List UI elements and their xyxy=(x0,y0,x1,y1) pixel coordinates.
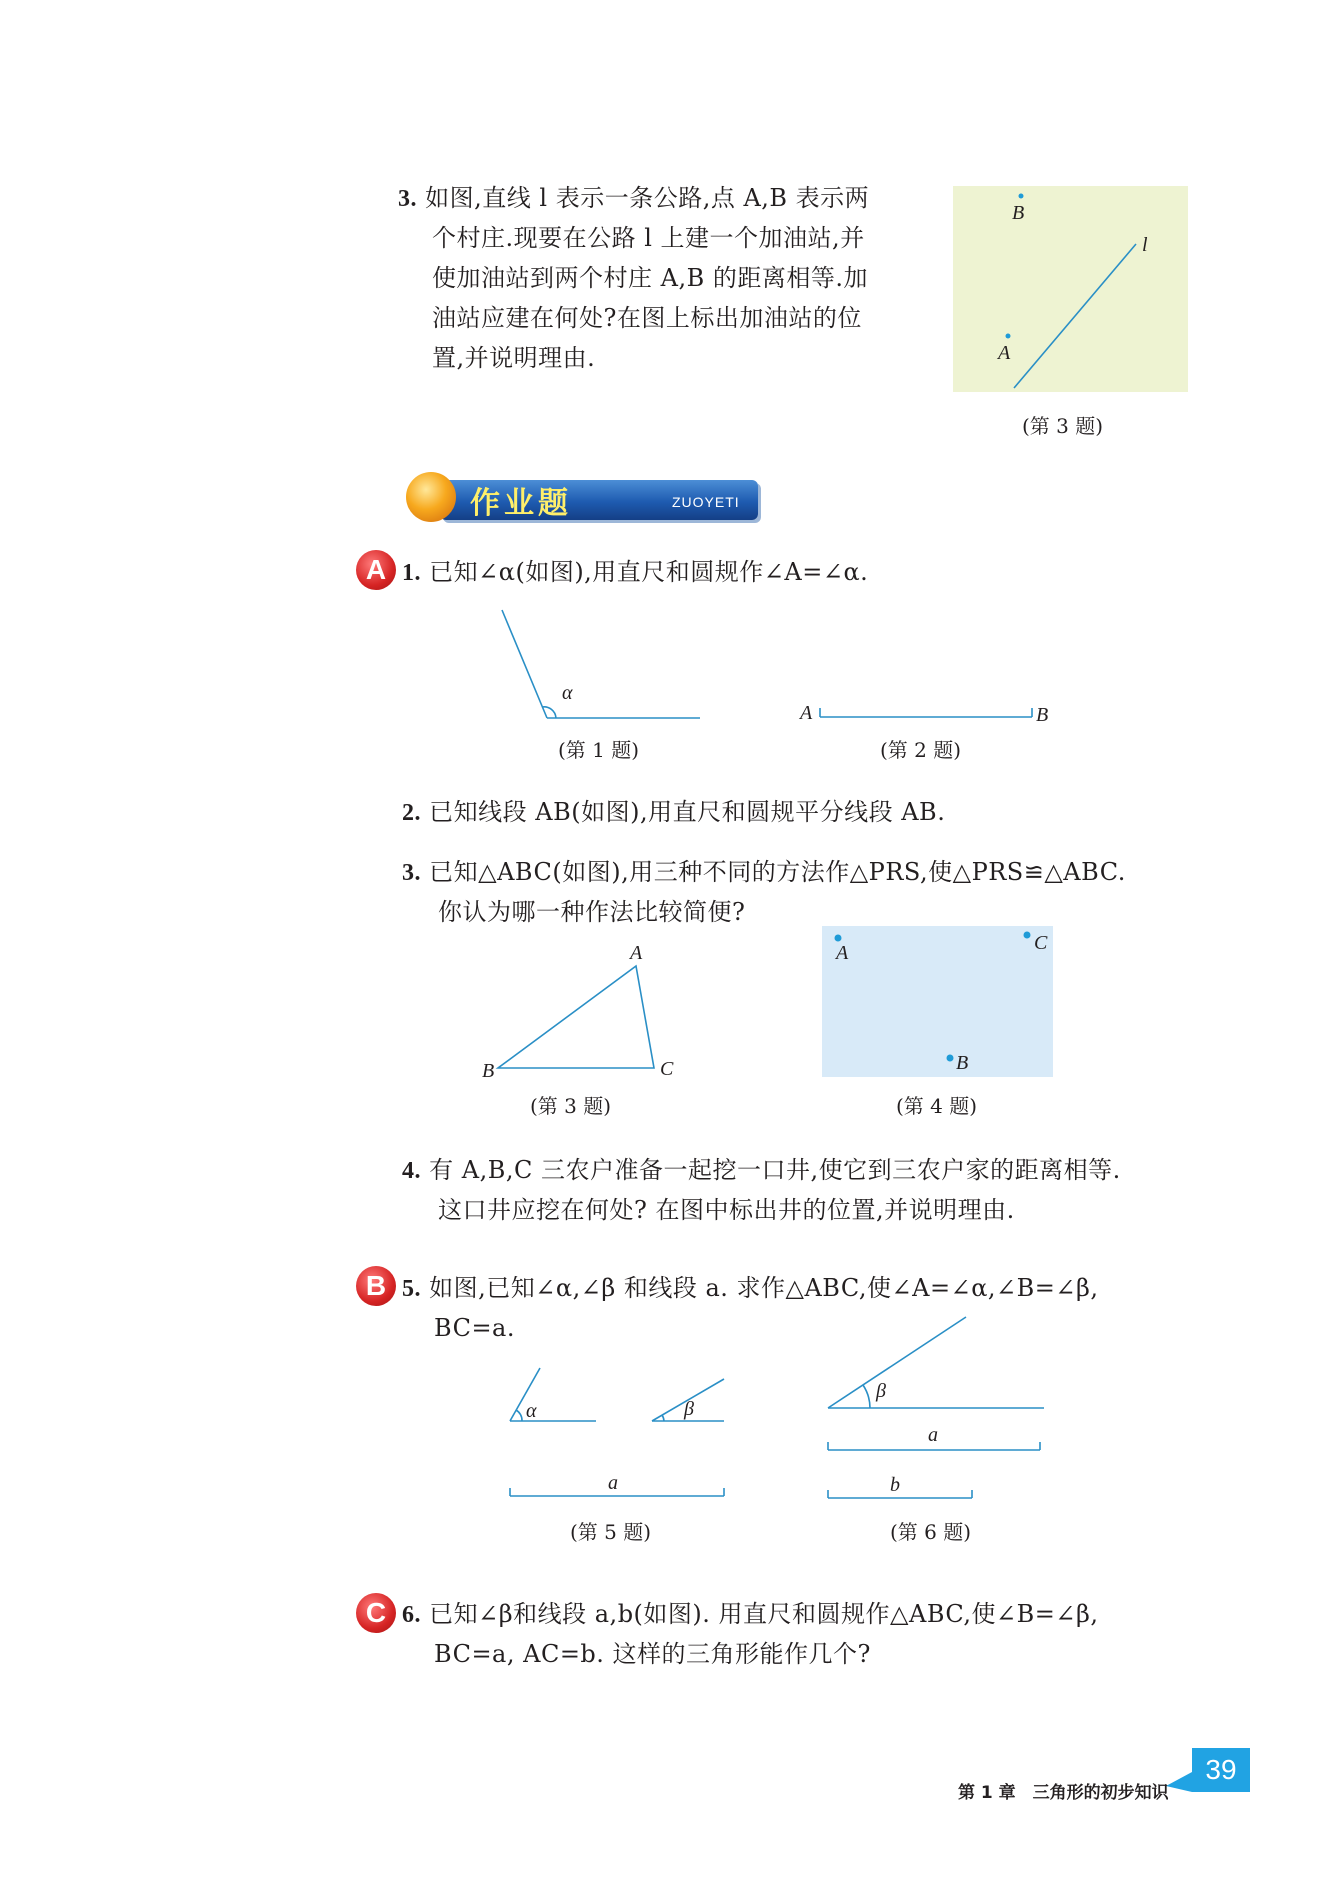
problem-line: 这口井应挖在何处? 在图中标出井的位置,并说明理由. xyxy=(438,1196,1015,1224)
point-label: C xyxy=(660,1058,674,1080)
angle-label: α xyxy=(526,1400,537,1422)
point-label: C xyxy=(1034,932,1048,954)
problem-number: 3. xyxy=(402,860,421,886)
point-label: A xyxy=(836,942,849,964)
problem-line: 个村庄.现要在公路 l 上建一个加油站,并 xyxy=(432,224,865,252)
figure-caption: (第 3 题) xyxy=(530,1094,612,1118)
problem-line: BC=a, AC=b. 这样的三角形能作几个? xyxy=(434,1640,871,1668)
figure-caption: (第 3 题) xyxy=(1022,414,1104,438)
problem-2: 2. 已知线段 AB(如图),用直尺和圆规平分线段 AB. xyxy=(402,798,946,826)
angle-label: α xyxy=(562,682,573,704)
figure-caption: (第 6 题) xyxy=(890,1520,972,1544)
problem-number: 2. xyxy=(402,800,421,826)
point-label: B xyxy=(956,1052,969,1074)
angle-label: β xyxy=(684,1398,694,1420)
problem-line: 3. 如图,直线 l 表示一条公路,点 A,B 表示两 xyxy=(398,184,870,212)
angle-label: β xyxy=(876,1380,886,1402)
segment-label: b xyxy=(890,1474,900,1496)
figure-caption: (第 2 题) xyxy=(880,738,962,762)
point-label: B xyxy=(482,1060,495,1082)
point-label: A xyxy=(998,342,1011,364)
problem-number: 4. xyxy=(402,1158,421,1184)
problem-number: 3. xyxy=(398,186,417,212)
chapter-footer: 第 1 章 三角形的初步知识 xyxy=(958,1783,1169,1803)
section-subtitle: ZUOYETI xyxy=(672,494,740,510)
problem-number: 1. xyxy=(402,560,421,586)
problem-5: 5. 如图,已知∠α,∠β 和线段 a. 求作△ABC,使∠A=∠α,∠B=∠β, xyxy=(402,1274,1099,1302)
problem-number: 5. xyxy=(402,1276,421,1302)
problem-number: 6. xyxy=(402,1602,421,1628)
page-number: 39 xyxy=(1192,1748,1250,1792)
point-label: B xyxy=(1036,704,1049,726)
figure-caption: (第 4 题) xyxy=(896,1094,978,1118)
point-label: B xyxy=(1012,202,1025,224)
segment-label: a xyxy=(928,1424,938,1446)
level-b-badge-icon: B xyxy=(356,1266,396,1306)
problem-line: 使加油站到两个村庄 A,B 的距离相等.加 xyxy=(432,264,868,292)
figure-caption: (第 1 题) xyxy=(558,738,640,762)
point-label: A xyxy=(800,702,813,724)
problem-3: 3. 已知△ABC(如图),用三种不同的方法作△PRS,使△PRS≌△ABC. xyxy=(402,858,1126,886)
problem-line: 置,并说明理由. xyxy=(432,344,596,372)
problem-line: BC=a. xyxy=(434,1314,515,1342)
section-title: 作业题 xyxy=(470,486,572,521)
problem-4: 4. 有 A,B,C 三农户准备一起挖一口井,使它到三农户家的距离相等. xyxy=(402,1156,1121,1184)
level-c-badge-icon: C xyxy=(356,1593,396,1633)
line-label: l xyxy=(1142,234,1148,256)
problem-1: 1. 已知∠α(如图),用直尺和圆规作∠A=∠α. xyxy=(402,558,869,586)
problem-6: 6. 已知∠β和线段 a,b(如图). 用直尺和圆规作△ABC,使∠B=∠β, xyxy=(402,1600,1099,1628)
figure-caption: (第 5 题) xyxy=(570,1520,652,1544)
segment-label: a xyxy=(608,1472,618,1494)
point-label: A xyxy=(630,942,643,964)
level-a-badge-icon: A xyxy=(356,550,396,590)
problem-line: 油站应建在何处?在图上标出加油站的位 xyxy=(432,304,862,332)
problem-line: 你认为哪一种作法比较简便? xyxy=(438,898,746,926)
